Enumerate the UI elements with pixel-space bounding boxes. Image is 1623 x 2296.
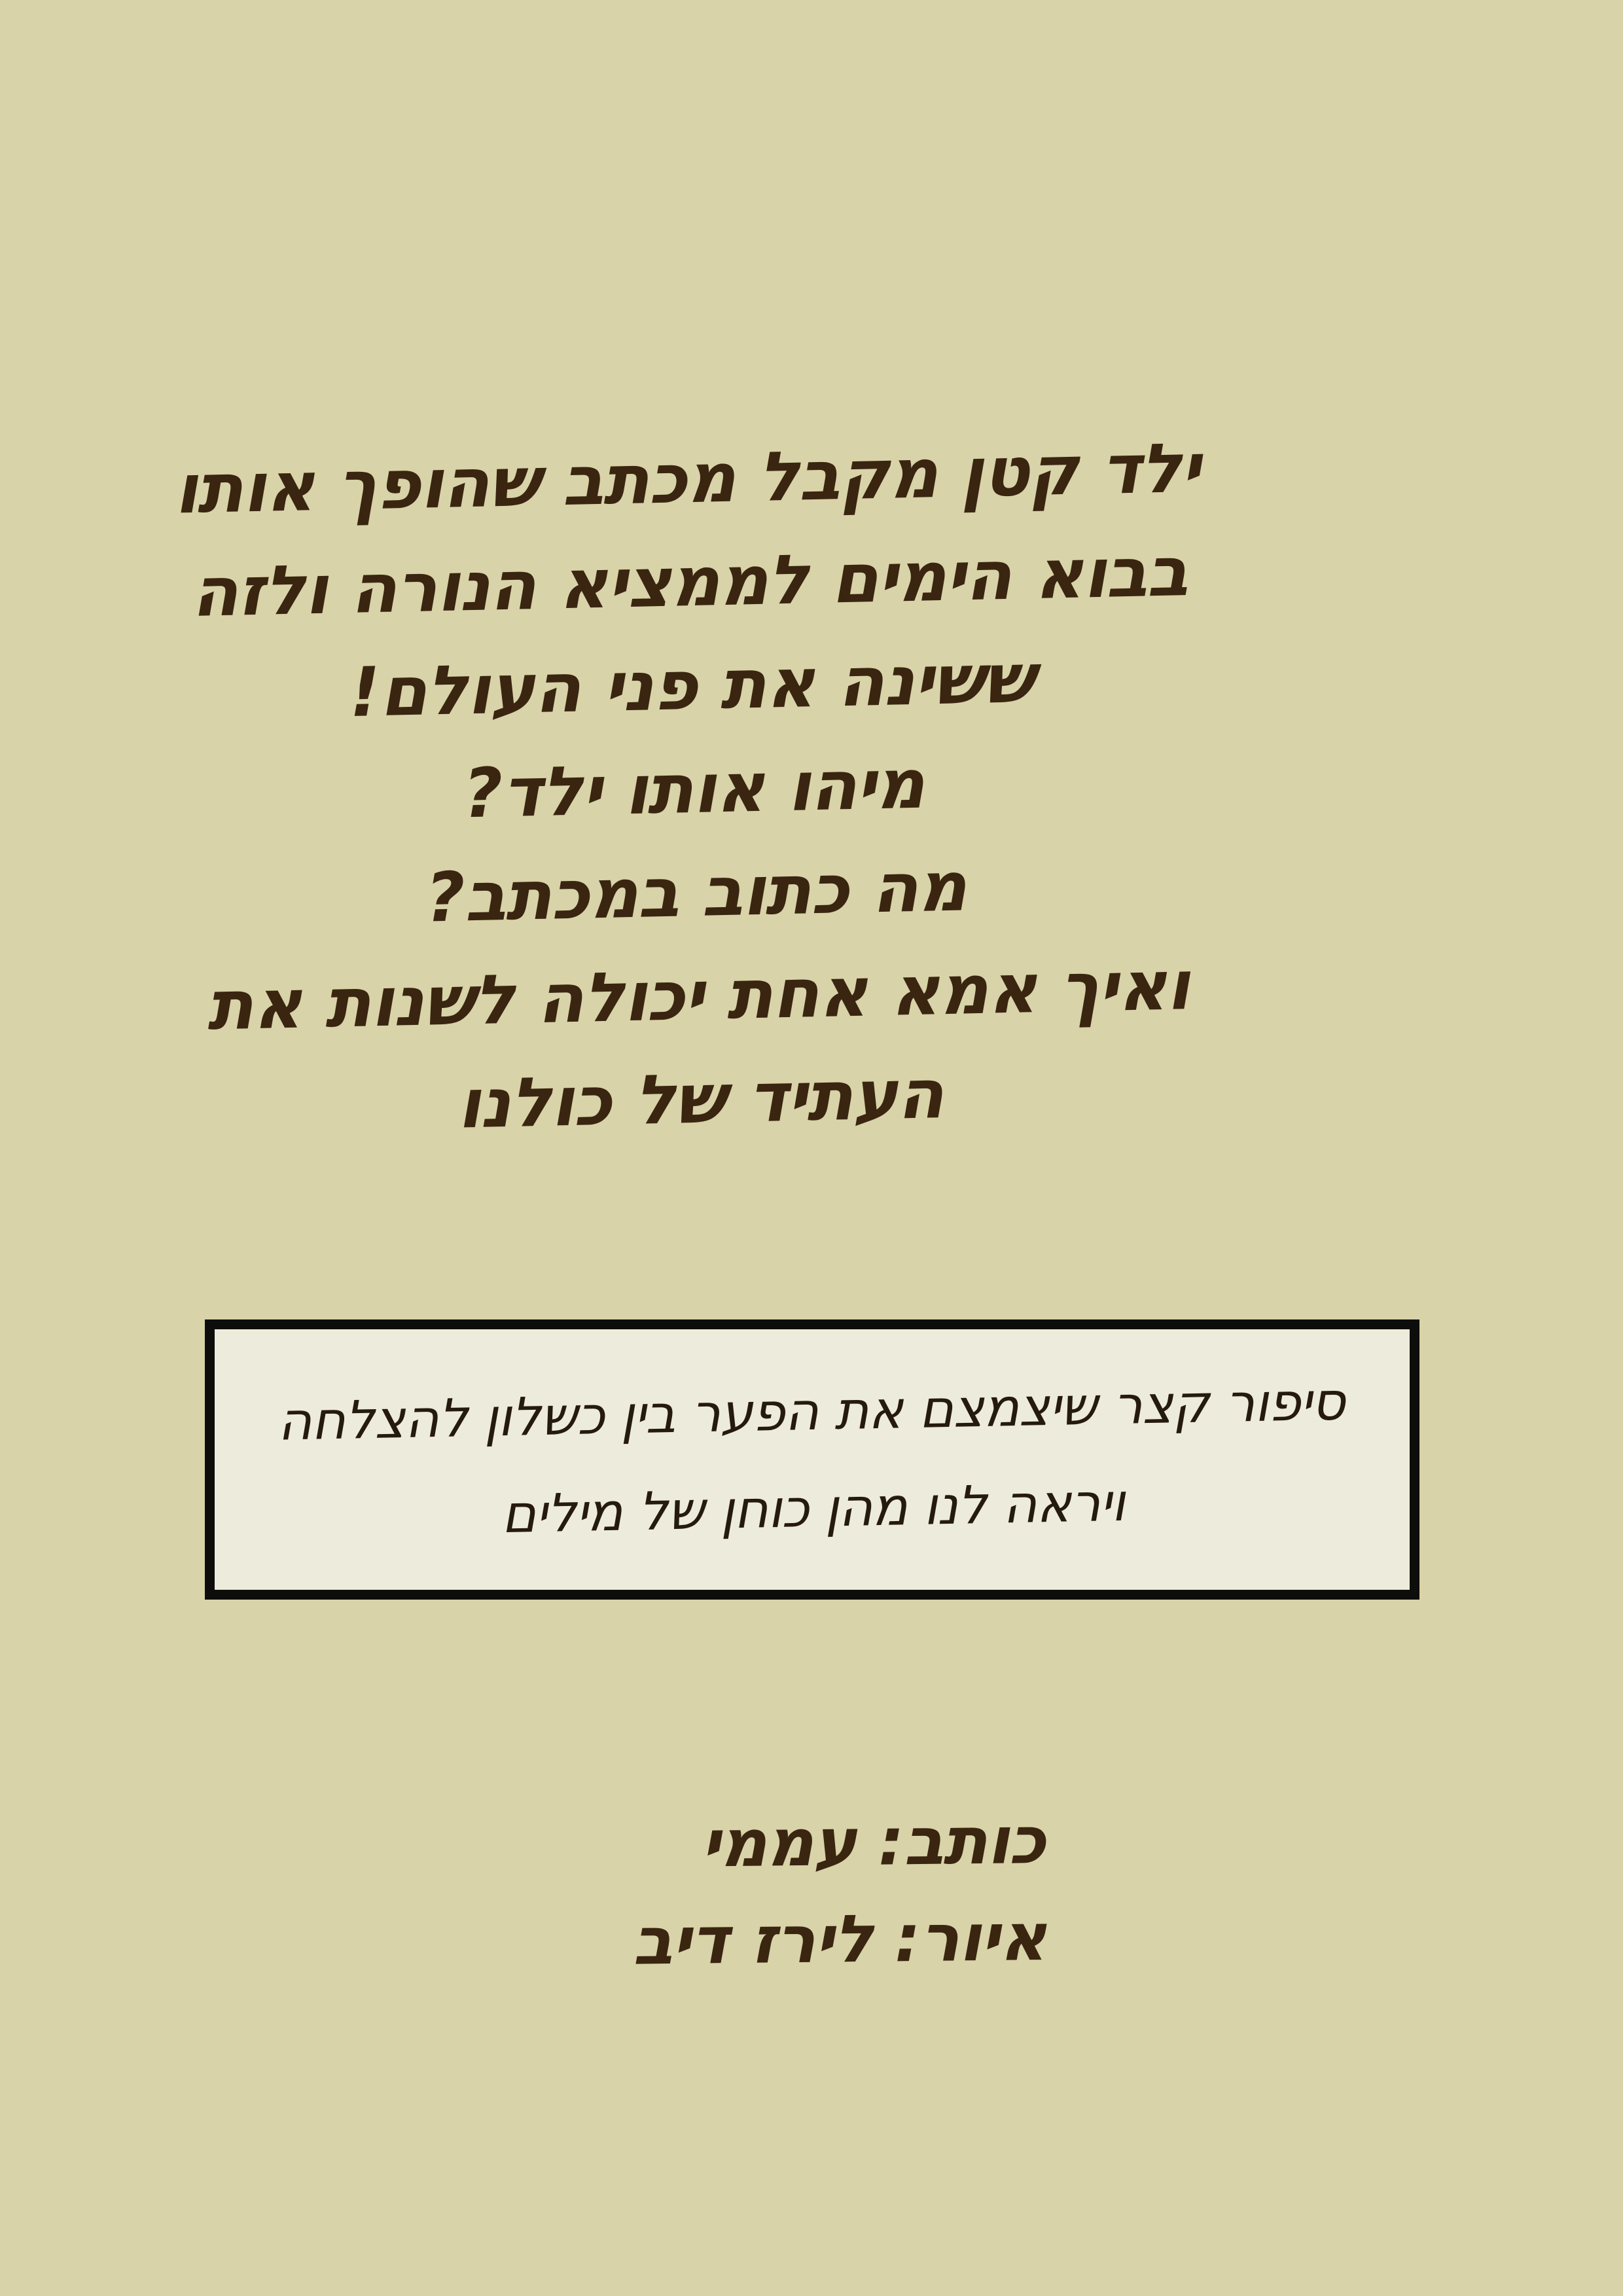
headline-line: בבוא הימים לממציא הנורה ולזה (190, 531, 1188, 632)
headline-line: ששינה את פני העולם! (348, 638, 1035, 732)
synopsis-box (205, 1319, 1419, 1600)
synopsis-text-block (212, 1318, 1412, 1602)
headline-line: ילד קטן מקבל מכתב שהופך אותו (173, 427, 1202, 529)
credits-block (632, 1792, 1047, 1990)
headline-line: העתיד של כולנו (456, 1054, 944, 1144)
credit-illustrator: איור: לירז דיב (632, 1898, 1047, 1980)
credit-writer: כותב: עממי (700, 1802, 1046, 1882)
synopsis-line: ויראה לנו מהן כוחן של מילים (501, 1471, 1126, 1545)
headline-line: ואיך אמא אחת יכולה לשנות את (206, 945, 1190, 1046)
synopsis-line: סיפור קצר שיצמצם את הפער בין כשלון להצלחה (277, 1371, 1346, 1452)
headline-line: מיהו אותו ילד? (462, 744, 925, 834)
headline-line: מה כתוב במכתב? (425, 846, 967, 938)
headline-text-block (84, 414, 1304, 1163)
